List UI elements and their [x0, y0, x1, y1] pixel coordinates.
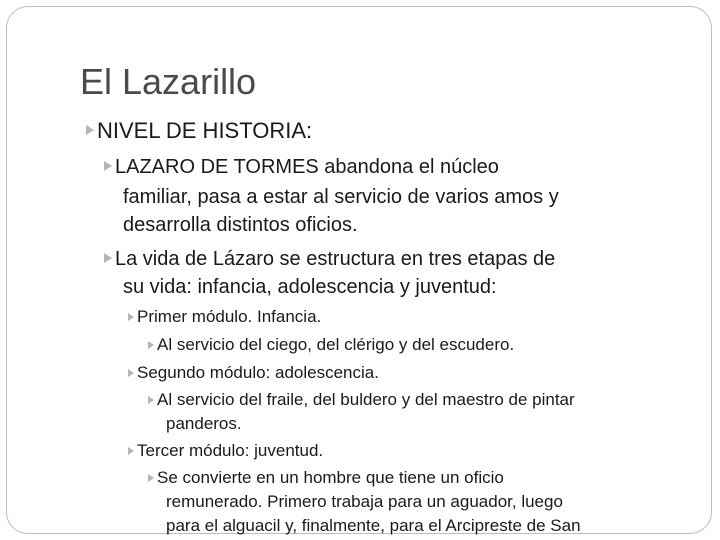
list-item — [128, 440, 323, 462]
bullet-icon — [148, 341, 154, 349]
list-item-text: desarrolla distintos oficios. — [123, 214, 358, 236]
list-item-text: LAZARO DE TORMES abandona el núcleo — [115, 156, 499, 178]
bullet-icon — [104, 161, 112, 171]
list-item-text: su vida: infancia, adolescencia y juventud: — [123, 276, 497, 298]
list-item-continuation — [166, 515, 581, 537]
list-item — [148, 334, 514, 356]
list-item-text: NIVEL DE HISTORIA: — [97, 118, 313, 143]
list-item-text: Tercer módulo: juventud. — [137, 441, 324, 460]
bullet-icon — [148, 474, 154, 482]
bullet-icon — [128, 369, 134, 377]
list-item-continuation — [123, 184, 559, 210]
slide-title: El Lazarillo — [80, 61, 257, 102]
list-item-text: remunerado. Primero trabaja para un aguador, luego — [166, 492, 563, 511]
list-item — [86, 118, 312, 144]
bullet-icon — [86, 125, 94, 135]
list-item-text: Primer módulo. Infancia. — [137, 307, 322, 326]
list-item — [104, 246, 555, 272]
list-item-text: panderos. — [166, 414, 242, 433]
list-item — [128, 362, 379, 384]
list-item-text: La vida de Lázaro se estructura en tres etapas de — [115, 248, 556, 270]
list-item — [148, 389, 575, 411]
list-item-continuation — [166, 413, 242, 435]
list-item-text: Segundo módulo: adolescencia. — [137, 363, 379, 382]
list-item-text: Al servicio del ciego, del clérigo y del escudero. — [157, 335, 515, 354]
list-item-text: para el alguacil y, finalmente, para el Arcipreste de San — [166, 516, 581, 535]
list-item — [128, 306, 321, 328]
bullet-icon — [128, 313, 134, 321]
list-item — [148, 467, 504, 489]
bullet-icon — [148, 396, 154, 404]
list-item-text: familiar, pasa a estar al servicio de varios amos y — [123, 186, 559, 208]
list-item-continuation — [166, 491, 563, 513]
list-item — [104, 154, 499, 180]
list-item-continuation — [123, 274, 497, 300]
bullet-icon — [104, 253, 112, 263]
list-item-text: Al servicio del fraile, del buldero y del maestro de pintar — [157, 390, 575, 409]
bullet-icon — [128, 447, 134, 455]
list-item-continuation — [123, 212, 358, 238]
list-item-text: Se convierte en un hombre que tiene un oficio — [157, 468, 504, 487]
